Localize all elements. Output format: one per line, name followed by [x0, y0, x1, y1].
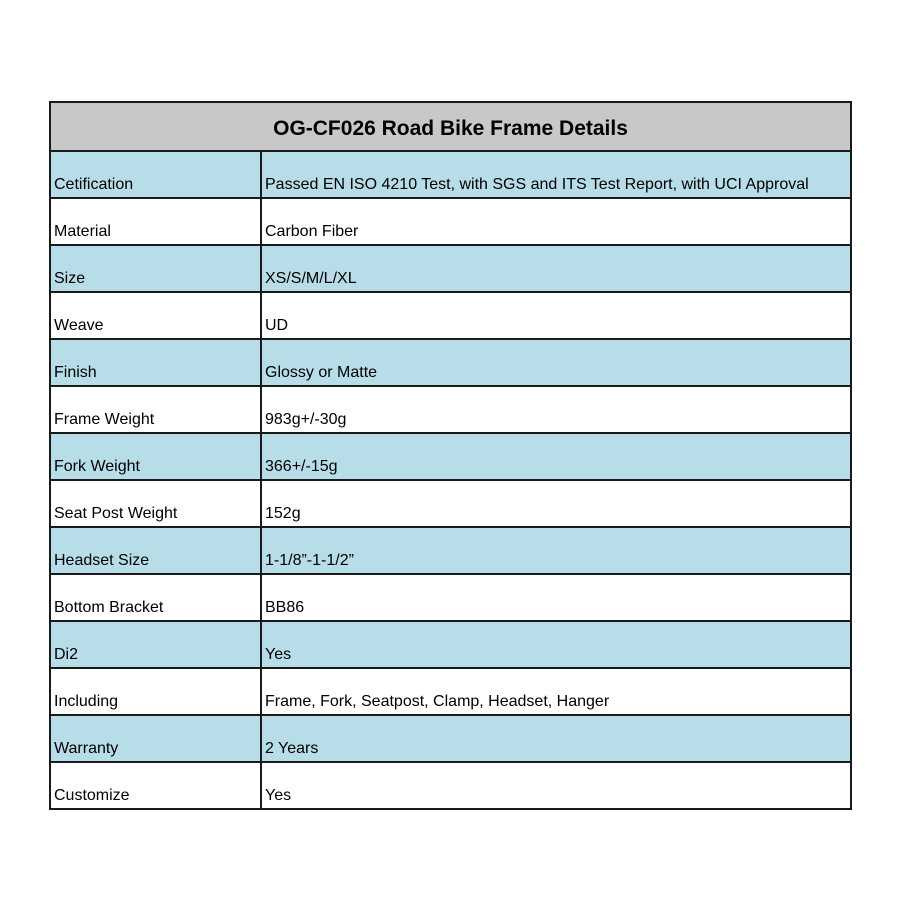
- spec-label: Including: [50, 668, 261, 715]
- spec-value: Glossy or Matte: [261, 339, 851, 386]
- spec-label: Di2: [50, 621, 261, 668]
- spec-value: Carbon Fiber: [261, 198, 851, 245]
- spec-label: Frame Weight: [50, 386, 261, 433]
- table-row: [50, 339, 851, 386]
- spec-label: Weave: [50, 292, 261, 339]
- spec-value: BB86: [261, 574, 851, 621]
- table-row: [50, 715, 851, 762]
- spec-label: Bottom Bracket: [50, 574, 261, 621]
- spec-table: [49, 101, 852, 810]
- table-row: [50, 574, 851, 621]
- table-row: [50, 198, 851, 245]
- spec-value: Frame, Fork, Seatpost, Clamp, Headset, Hanger: [261, 668, 851, 715]
- spec-value: Yes: [261, 762, 851, 809]
- table-row: [50, 245, 851, 292]
- table-row: [50, 480, 851, 527]
- table-row: [50, 386, 851, 433]
- spec-label: Fork Weight: [50, 433, 261, 480]
- spec-label: Cetification: [50, 151, 261, 198]
- table-row: [50, 621, 851, 668]
- table-title: OG-CF026 Road Bike Frame Details: [50, 102, 851, 151]
- spec-value: 2 Years: [261, 715, 851, 762]
- spec-label: Warranty: [50, 715, 261, 762]
- table-row: [50, 527, 851, 574]
- spec-value: 983g+/-30g: [261, 386, 851, 433]
- spec-label: Size: [50, 245, 261, 292]
- spec-value: Passed EN ISO 4210 Test, with SGS and ITS Test Report, with UCI Approval: [261, 151, 851, 198]
- spec-value: 152g: [261, 480, 851, 527]
- spec-value: UD: [261, 292, 851, 339]
- spec-value: Yes: [261, 621, 851, 668]
- spec-label: Finish: [50, 339, 261, 386]
- spec-value: 1-1/8”-1-1/2”: [261, 527, 851, 574]
- spec-value: XS/S/M/L/XL: [261, 245, 851, 292]
- table-row: [50, 433, 851, 480]
- spec-label: Seat Post Weight: [50, 480, 261, 527]
- spec-label: Material: [50, 198, 261, 245]
- table-header-row: [50, 102, 851, 151]
- spec-value: 366+/-15g: [261, 433, 851, 480]
- spec-label: Customize: [50, 762, 261, 809]
- spec-label: Headset Size: [50, 527, 261, 574]
- table-row: [50, 292, 851, 339]
- table-row: [50, 151, 851, 198]
- spec-table-body: [50, 151, 851, 809]
- table-row: [50, 762, 851, 809]
- table-row: [50, 668, 851, 715]
